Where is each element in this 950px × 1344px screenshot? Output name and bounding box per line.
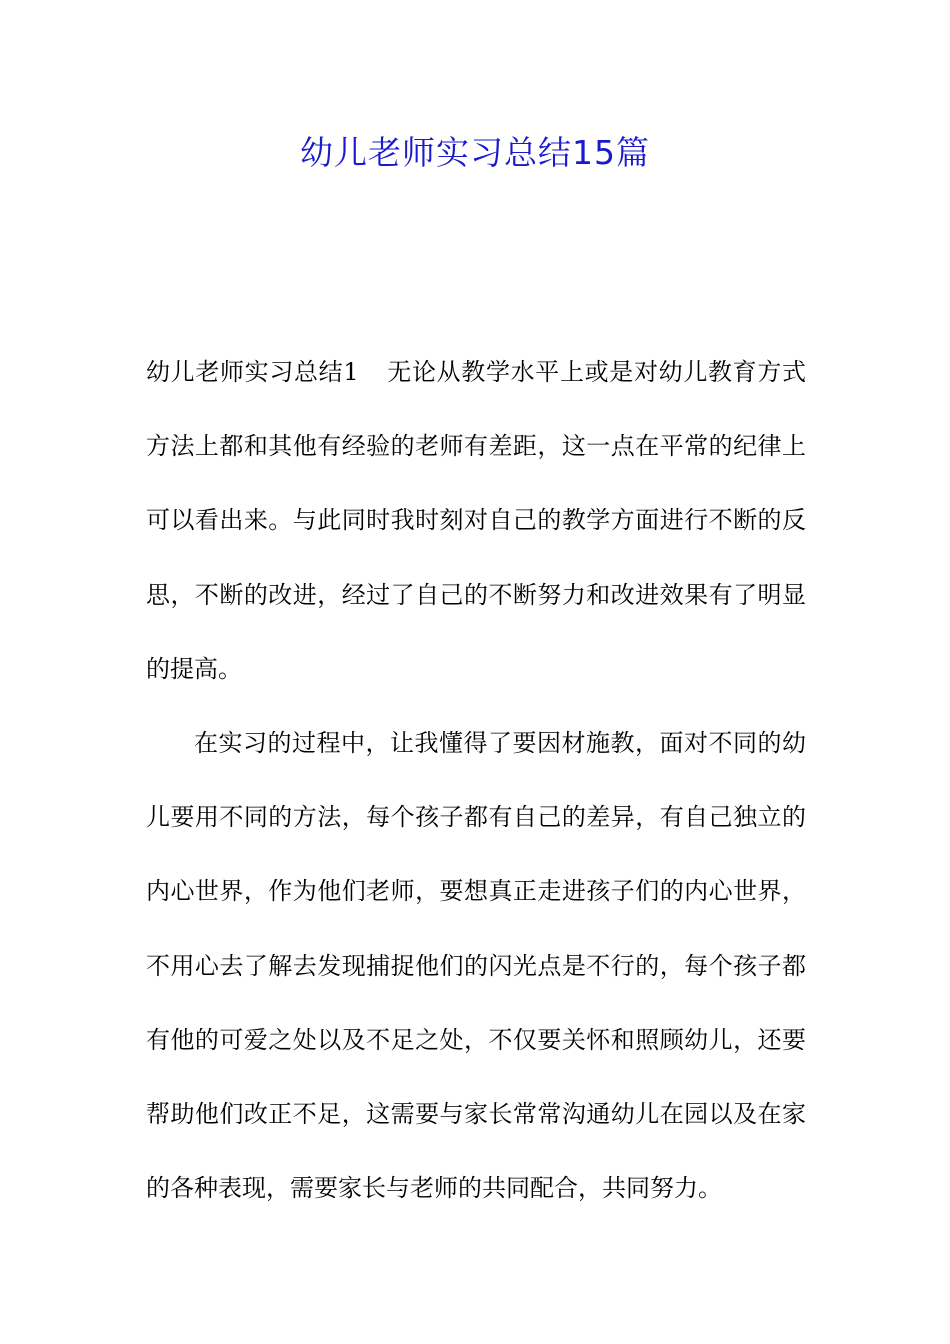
document-title: 幼儿老师实习总结15篇: [300, 133, 650, 172]
paragraph-2: 在实习的过程中，让我懂得了要因材施教，面对不同的幼儿要用不同的方法，每个孩子都有自己的差异，有自己独立的内心世界，作为他们老师，要想真正走进孩子们的内心世界，不用心去了解去发现捕捉他们的闪光点是不行的，每个孩子都有他的可爱之处以及不足之处，不仅要关怀和照顾幼儿，还要帮助他们改正不足，这需要与家长常常沟通幼儿在园以及在家的各种表现，需要家长与老师的共同配合，共同努力。: [146, 729, 806, 1203]
section-heading: 幼儿老师实习总结1: [146, 358, 359, 386]
paragraph-1: [146, 335, 806, 706]
paragraph-text: 无论从教学水平上或是对幼儿教育方式方法上都和其他有经验的老师有差距，这一点在平常的纪律上可以看出来。与此同时我时刻对自己的教学方面进行不断的反思，不断的改进，经过了自己的不断努力和改进效果有了明显的提高。: [146, 358, 806, 683]
document-body: [146, 335, 806, 1225]
